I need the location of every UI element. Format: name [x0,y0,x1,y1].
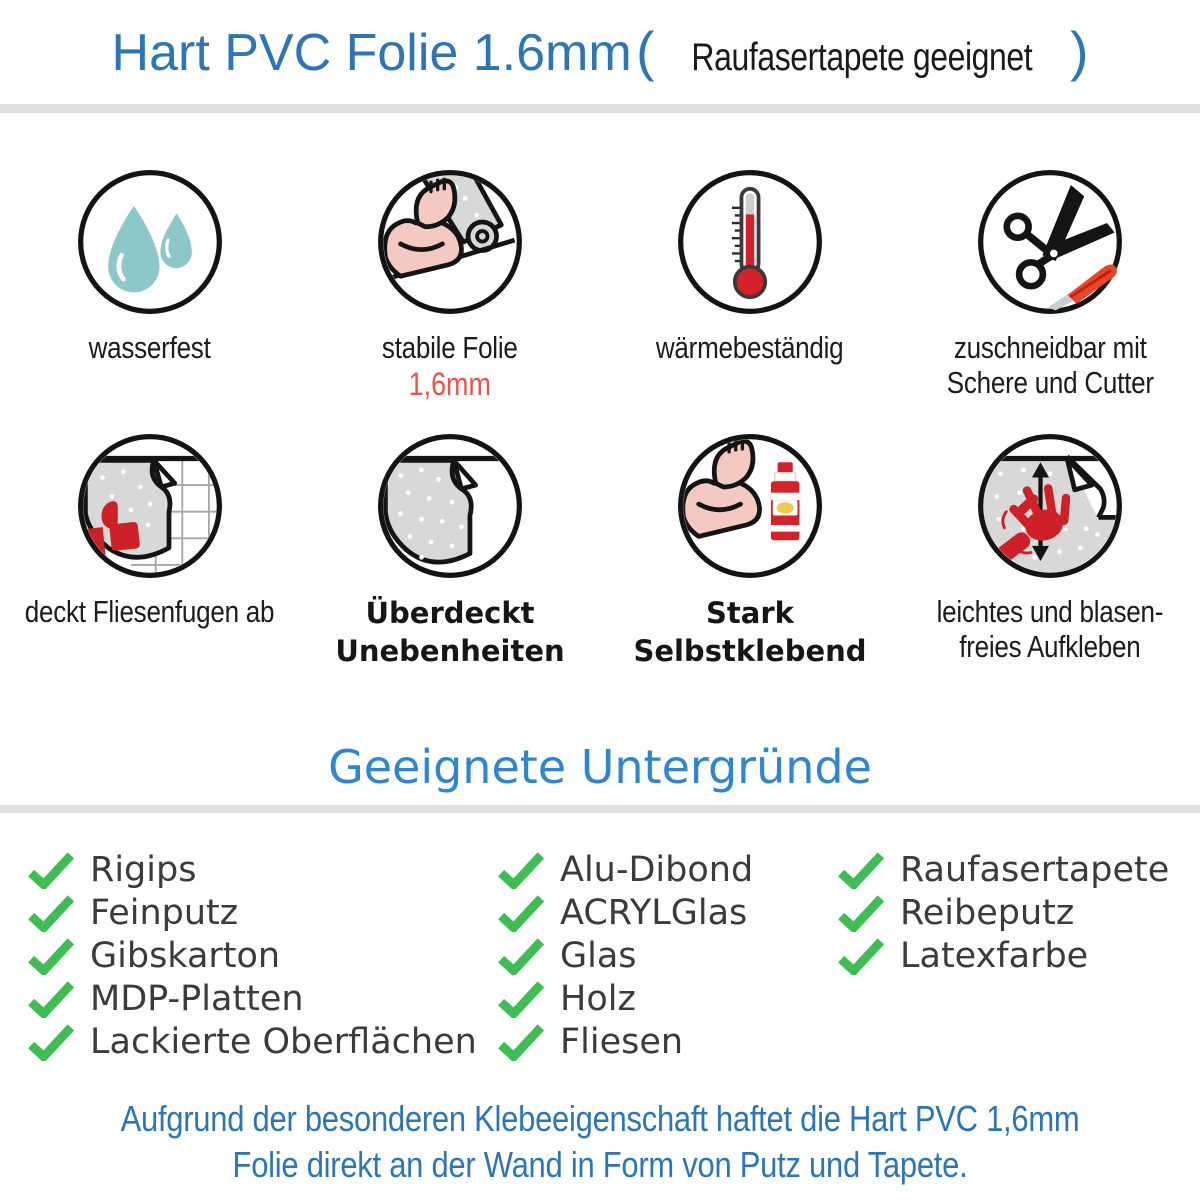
muscle-foil-icon [374,166,526,318]
hand-smoothing-icon [974,430,1126,582]
scissors-cutter-icon [974,166,1126,318]
checkmark-icon [498,937,544,975]
feature-label: wärmebeständig [656,330,844,365]
checkmark-icon [28,1023,74,1061]
surface-item: Rigips [28,848,477,891]
checkmark-icon [498,851,544,889]
checkmark-icon [838,937,884,975]
feature-label: leichtes und blasen- freies Aufkleben [936,594,1164,664]
muscle-glue-icon [674,430,826,582]
surfaces-heading: Geeignete Untergründe [328,740,872,794]
checkmark-icon [28,937,74,975]
surface-item: Lackierte Oberflächen [28,1020,477,1063]
surfaces-column-2 [498,848,753,1063]
divider-bar [0,805,1200,813]
feature-cuttable [900,166,1200,430]
title-paren-open: ( [636,20,655,82]
feature-stable-foil [300,166,600,430]
feature-label: Stark Selbstklebend [633,596,867,668]
checkmark-icon [838,894,884,932]
checkmark-icon [498,980,544,1018]
checkmark-icon [838,851,884,889]
title-subtitle: Raufasertapete geeignet [691,36,1033,79]
checkmark-icon [498,1023,544,1061]
divider-bar [0,104,1200,113]
surface-item: ACRYLGlas [498,891,753,934]
checkmark-icon [28,851,74,889]
surface-item: Feinputz [28,891,477,934]
feature-covers-tile-joints [0,430,300,694]
feature-bubble-free [900,430,1200,694]
title-paren-close: ) [1070,20,1089,82]
surface-item: MDP-Platten [28,977,477,1020]
footer-note: Aufgrund der besonderen Klebeeigenschaft haftet die Hart PVC 1,6mm Folie direkt an der Wand in Form von Putz und Tapete. [120,1098,1080,1185]
feature-label: stabile Folie 1,6mm [382,330,518,402]
surface-item: Holz [498,977,753,1020]
feature-waterproof [0,166,300,430]
surface-item: Glas [498,934,753,977]
feature-covers-unevenness [300,430,600,694]
water-drops-icon [74,166,226,318]
page-title [0,18,1200,99]
feature-label: Überdeckt Unebenheiten [335,596,565,668]
surface-item: Alu-Dibond [498,848,753,891]
checkmark-icon [498,894,544,932]
surface-item: Raufasertapete [838,848,1169,891]
feature-heat-resistant [600,166,900,430]
surface-item: Gibskarton [28,934,477,977]
feature-label: deckt Fliesenfugen ab [25,594,275,629]
thickness-value: 1,6mm [408,366,492,402]
tile-joint-thumb-icon [74,430,226,582]
checkmark-icon [28,980,74,1018]
surfaces-column-1 [28,848,477,1063]
feature-label: zuschneidbar mit Schere und Cutter [946,330,1154,400]
title-main: Hart PVC Folie 1.6mm [111,24,632,82]
foil-fold-icon [374,430,526,582]
feature-self-adhesive [600,430,900,694]
thermometer-icon [674,166,826,318]
surface-item: Latexfarbe [838,934,1169,977]
surface-item: Fliesen [498,1020,753,1063]
surfaces-column-3 [838,848,1169,977]
surface-item: Reibeputz [838,891,1169,934]
feature-label: wasserfest [89,330,211,365]
feature-grid [0,166,1200,694]
checkmark-icon [28,894,74,932]
